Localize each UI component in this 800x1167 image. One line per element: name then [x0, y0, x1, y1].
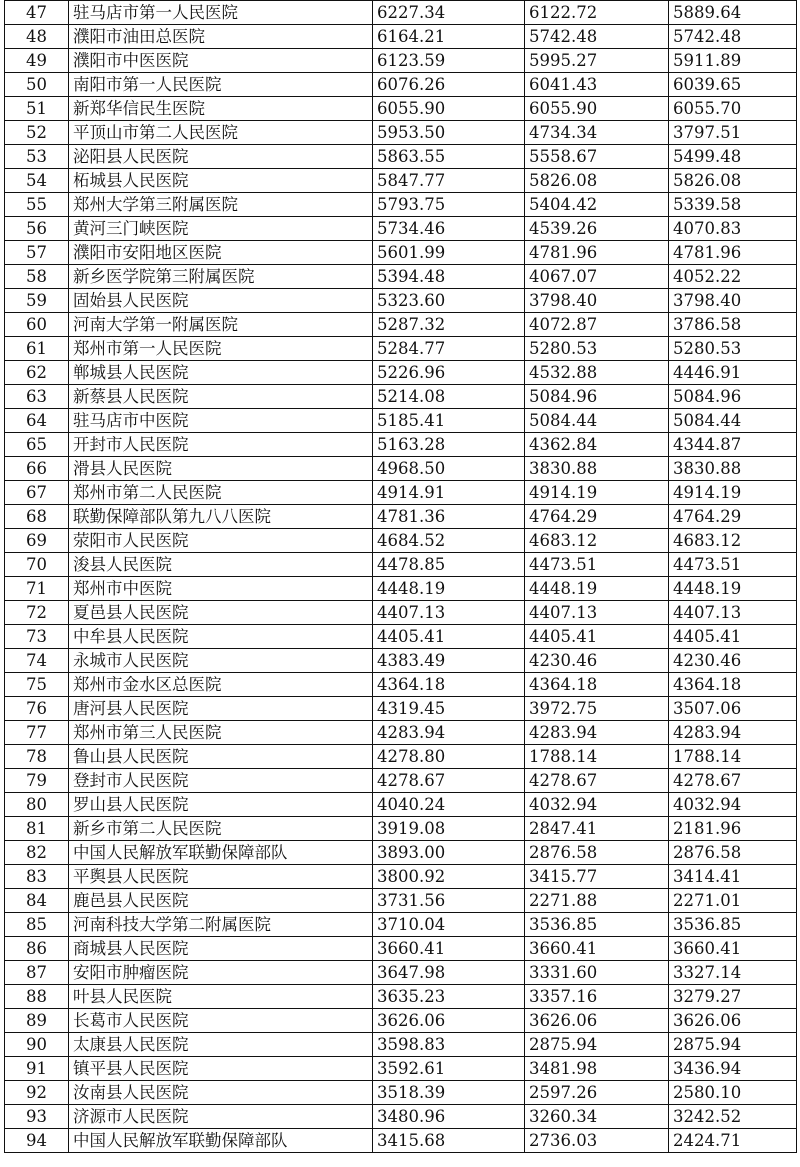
hospital-name: 登封市人民医院: [69, 769, 373, 793]
value-col-2: 3536.85: [525, 913, 669, 937]
table-row: [5, 1105, 797, 1129]
value-col-2: 4683.12: [525, 529, 669, 553]
row-number: 85: [5, 913, 69, 937]
table-row: [5, 73, 797, 97]
value-col-2: 4734.34: [525, 121, 669, 145]
table-row: [5, 865, 797, 889]
table-row: [5, 193, 797, 217]
value-col-2: 4473.51: [525, 553, 669, 577]
value-col-2: 6041.43: [525, 73, 669, 97]
value-col-2: 4283.94: [525, 721, 669, 745]
table-row: [5, 1033, 797, 1057]
value-col-2: 4032.94: [525, 793, 669, 817]
hospital-name: 濮阳市油田总医院: [69, 25, 373, 49]
value-col-3: 4032.94: [669, 793, 797, 817]
table-row: [5, 745, 797, 769]
row-number: 47: [5, 1, 69, 25]
table-row: [5, 1, 797, 25]
value-col-3: 3436.94: [669, 1057, 797, 1081]
value-col-2: 4407.13: [525, 601, 669, 625]
value-col-3: 2181.96: [669, 817, 797, 841]
value-col-3: 3507.06: [669, 697, 797, 721]
document-page: [4, 0, 796, 1153]
table-row: [5, 121, 797, 145]
table-row: [5, 529, 797, 553]
value-col-1: 3480.96: [373, 1105, 525, 1129]
value-col-2: 2271.88: [525, 889, 669, 913]
hospital-name: 新乡市第二人民医院: [69, 817, 373, 841]
value-col-3: 4407.13: [669, 601, 797, 625]
value-col-2: 4914.19: [525, 481, 669, 505]
table-row: [5, 433, 797, 457]
hospital-name: 郸城县人民医院: [69, 361, 373, 385]
table-row: [5, 25, 797, 49]
value-col-2: 3830.88: [525, 457, 669, 481]
row-number: 70: [5, 553, 69, 577]
value-col-1: 3660.41: [373, 937, 525, 961]
value-col-3: 3626.06: [669, 1009, 797, 1033]
table-row: [5, 697, 797, 721]
value-col-2: 4405.41: [525, 625, 669, 649]
table-row: [5, 553, 797, 577]
value-col-1: 6123.59: [373, 49, 525, 73]
value-col-2: 5084.96: [525, 385, 669, 409]
table-row: [5, 673, 797, 697]
value-col-2: 3357.16: [525, 985, 669, 1009]
value-col-3: 3536.85: [669, 913, 797, 937]
value-col-3: 4052.22: [669, 265, 797, 289]
table-row: [5, 97, 797, 121]
value-col-1: 3731.56: [373, 889, 525, 913]
value-col-2: 4364.18: [525, 673, 669, 697]
value-col-2: 3660.41: [525, 937, 669, 961]
value-col-2: 3798.40: [525, 289, 669, 313]
value-col-3: 2271.01: [669, 889, 797, 913]
value-col-3: 5084.96: [669, 385, 797, 409]
row-number: 86: [5, 937, 69, 961]
value-col-1: 3635.23: [373, 985, 525, 1009]
hospital-name: 南阳市第一人民医院: [69, 73, 373, 97]
row-number: 59: [5, 289, 69, 313]
value-col-3: 1788.14: [669, 745, 797, 769]
value-col-1: 3415.68: [373, 1129, 525, 1153]
value-col-2: 5742.48: [525, 25, 669, 49]
value-col-3: 5280.53: [669, 337, 797, 361]
row-number: 89: [5, 1009, 69, 1033]
value-col-1: 4405.41: [373, 625, 525, 649]
row-number: 52: [5, 121, 69, 145]
value-col-2: 5995.27: [525, 49, 669, 73]
hospital-name: 安阳市肿瘤医院: [69, 961, 373, 985]
value-col-1: 3626.06: [373, 1009, 525, 1033]
row-number: 79: [5, 769, 69, 793]
row-number: 80: [5, 793, 69, 817]
table-body: [5, 1, 797, 1153]
row-number: 66: [5, 457, 69, 481]
value-col-1: 5163.28: [373, 433, 525, 457]
value-col-3: 5084.44: [669, 409, 797, 433]
value-col-2: 4764.29: [525, 505, 669, 529]
value-col-2: 2736.03: [525, 1129, 669, 1153]
value-col-3: 4278.67: [669, 769, 797, 793]
hospital-name: 平舆县人民医院: [69, 865, 373, 889]
row-number: 67: [5, 481, 69, 505]
hospital-name: 叶县人民医院: [69, 985, 373, 1009]
hospital-name: 太康县人民医院: [69, 1033, 373, 1057]
hospital-name: 鲁山县人民医院: [69, 745, 373, 769]
value-col-1: 6076.26: [373, 73, 525, 97]
hospital-name: 新蔡县人民医院: [69, 385, 373, 409]
value-col-1: 4407.13: [373, 601, 525, 625]
hospital-ranking-table: [4, 0, 797, 1153]
hospital-name: 浚县人民医院: [69, 553, 373, 577]
row-number: 69: [5, 529, 69, 553]
hospital-name: 濮阳市安阳地区医院: [69, 241, 373, 265]
value-col-3: 4070.83: [669, 217, 797, 241]
value-col-2: 5280.53: [525, 337, 669, 361]
value-col-3: 3786.58: [669, 313, 797, 337]
hospital-name: 河南大学第一附属医院: [69, 313, 373, 337]
hospital-name: 联勤保障部队第九八八医院: [69, 505, 373, 529]
value-col-1: 4968.50: [373, 457, 525, 481]
row-number: 73: [5, 625, 69, 649]
hospital-name: 驻马店市第一人民医院: [69, 1, 373, 25]
value-col-2: 3331.60: [525, 961, 669, 985]
value-col-3: 4283.94: [669, 721, 797, 745]
table-row: [5, 337, 797, 361]
value-col-2: 2597.26: [525, 1081, 669, 1105]
value-col-2: 6055.90: [525, 97, 669, 121]
value-col-2: 4539.26: [525, 217, 669, 241]
value-col-1: 5323.60: [373, 289, 525, 313]
value-col-3: 4230.46: [669, 649, 797, 673]
row-number: 51: [5, 97, 69, 121]
table-row: [5, 361, 797, 385]
hospital-name: 永城市人民医院: [69, 649, 373, 673]
row-number: 65: [5, 433, 69, 457]
hospital-name: 镇平县人民医院: [69, 1057, 373, 1081]
table-row: [5, 241, 797, 265]
row-number: 81: [5, 817, 69, 841]
table-row: [5, 577, 797, 601]
value-col-2: 5084.44: [525, 409, 669, 433]
row-number: 71: [5, 577, 69, 601]
value-col-3: 4405.41: [669, 625, 797, 649]
value-col-2: 4067.07: [525, 265, 669, 289]
value-col-2: 4072.87: [525, 313, 669, 337]
hospital-name: 郑州市第二人民医院: [69, 481, 373, 505]
value-col-1: 4278.80: [373, 745, 525, 769]
value-col-1: 5185.41: [373, 409, 525, 433]
table-row: [5, 505, 797, 529]
row-number: 94: [5, 1129, 69, 1153]
row-number: 84: [5, 889, 69, 913]
hospital-name: 滑县人民医院: [69, 457, 373, 481]
value-col-3: 2875.94: [669, 1033, 797, 1057]
row-number: 74: [5, 649, 69, 673]
row-number: 61: [5, 337, 69, 361]
value-col-2: 4448.19: [525, 577, 669, 601]
table-row: [5, 313, 797, 337]
value-col-1: 6227.34: [373, 1, 525, 25]
hospital-name: 唐河县人民医院: [69, 697, 373, 721]
row-number: 63: [5, 385, 69, 409]
row-number: 56: [5, 217, 69, 241]
row-number: 83: [5, 865, 69, 889]
row-number: 68: [5, 505, 69, 529]
value-col-3: 5339.58: [669, 193, 797, 217]
table-row: [5, 889, 797, 913]
hospital-name: 濮阳市中医医院: [69, 49, 373, 73]
value-col-3: 3279.27: [669, 985, 797, 1009]
row-number: 87: [5, 961, 69, 985]
value-col-3: 2876.58: [669, 841, 797, 865]
row-number: 75: [5, 673, 69, 697]
value-col-3: 3798.40: [669, 289, 797, 313]
hospital-name: 黄河三门峡医院: [69, 217, 373, 241]
value-col-3: 3830.88: [669, 457, 797, 481]
value-col-2: 4230.46: [525, 649, 669, 673]
value-col-2: 1788.14: [525, 745, 669, 769]
value-col-3: 4344.87: [669, 433, 797, 457]
hospital-name: 中国人民解放军联勤保障部队: [69, 1129, 373, 1153]
table-row: [5, 1129, 797, 1153]
table-row: [5, 409, 797, 433]
value-col-3: 5742.48: [669, 25, 797, 49]
value-col-1: 5953.50: [373, 121, 525, 145]
value-col-1: 4364.18: [373, 673, 525, 697]
value-col-1: 5226.96: [373, 361, 525, 385]
value-col-3: 5911.89: [669, 49, 797, 73]
table-row: [5, 841, 797, 865]
table-row: [5, 481, 797, 505]
hospital-name: 柘城县人民医院: [69, 169, 373, 193]
table-row: [5, 649, 797, 673]
row-number: 90: [5, 1033, 69, 1057]
value-col-3: 4473.51: [669, 553, 797, 577]
value-col-2: 4278.67: [525, 769, 669, 793]
hospital-name: 郑州大学第三附属医院: [69, 193, 373, 217]
row-number: 60: [5, 313, 69, 337]
value-col-2: 2875.94: [525, 1033, 669, 1057]
hospital-name: 罗山县人民医院: [69, 793, 373, 817]
value-col-3: 4364.18: [669, 673, 797, 697]
hospital-name: 中牟县人民医院: [69, 625, 373, 649]
row-number: 93: [5, 1105, 69, 1129]
hospital-name: 汝南县人民医院: [69, 1081, 373, 1105]
value-col-3: 5499.48: [669, 145, 797, 169]
row-number: 91: [5, 1057, 69, 1081]
value-col-1: 6055.90: [373, 97, 525, 121]
value-col-1: 4383.49: [373, 649, 525, 673]
value-col-1: 4781.36: [373, 505, 525, 529]
table-row: [5, 1057, 797, 1081]
hospital-name: 驻马店市中医院: [69, 409, 373, 433]
value-col-3: 6039.65: [669, 73, 797, 97]
value-col-1: 3710.04: [373, 913, 525, 937]
table-row: [5, 1009, 797, 1033]
value-col-1: 5394.48: [373, 265, 525, 289]
hospital-name: 济源市人民医院: [69, 1105, 373, 1129]
table-row: [5, 145, 797, 169]
value-col-3: 3414.41: [669, 865, 797, 889]
value-col-3: 4764.29: [669, 505, 797, 529]
table-row: [5, 817, 797, 841]
table-row: [5, 793, 797, 817]
table-row: [5, 49, 797, 73]
table-row: [5, 625, 797, 649]
table-row: [5, 913, 797, 937]
value-col-2: 3972.75: [525, 697, 669, 721]
table-row: [5, 217, 797, 241]
value-col-3: 3797.51: [669, 121, 797, 145]
table-row: [5, 601, 797, 625]
value-col-3: 3660.41: [669, 937, 797, 961]
hospital-name: 鹿邑县人民医院: [69, 889, 373, 913]
value-col-3: 4446.91: [669, 361, 797, 385]
table-row: [5, 169, 797, 193]
value-col-2: 2876.58: [525, 841, 669, 865]
hospital-name: 新郑华信民生医院: [69, 97, 373, 121]
value-col-2: 3415.77: [525, 865, 669, 889]
value-col-1: 4319.45: [373, 697, 525, 721]
hospital-name: 中国人民解放军联勤保障部队: [69, 841, 373, 865]
hospital-name: 河南科技大学第二附属医院: [69, 913, 373, 937]
hospital-name: 固始县人民医院: [69, 289, 373, 313]
value-col-1: 4278.67: [373, 769, 525, 793]
value-col-1: 3800.92: [373, 865, 525, 889]
value-col-2: 3481.98: [525, 1057, 669, 1081]
row-number: 64: [5, 409, 69, 433]
hospital-name: 郑州市第三人民医院: [69, 721, 373, 745]
value-col-3: 2580.10: [669, 1081, 797, 1105]
hospital-name: 新乡医学院第三附属医院: [69, 265, 373, 289]
value-col-2: 5826.08: [525, 169, 669, 193]
value-col-3: 6055.70: [669, 97, 797, 121]
row-number: 58: [5, 265, 69, 289]
value-col-2: 5404.42: [525, 193, 669, 217]
value-col-3: 4448.19: [669, 577, 797, 601]
table-row: [5, 1081, 797, 1105]
value-col-2: 4532.88: [525, 361, 669, 385]
row-number: 88: [5, 985, 69, 1009]
value-col-2: 6122.72: [525, 1, 669, 25]
row-number: 72: [5, 601, 69, 625]
value-col-1: 4684.52: [373, 529, 525, 553]
value-col-3: 2424.71: [669, 1129, 797, 1153]
value-col-1: 4040.24: [373, 793, 525, 817]
value-col-1: 4283.94: [373, 721, 525, 745]
table-row: [5, 721, 797, 745]
table-row: [5, 985, 797, 1009]
row-number: 50: [5, 73, 69, 97]
row-number: 57: [5, 241, 69, 265]
row-number: 55: [5, 193, 69, 217]
value-col-1: 5601.99: [373, 241, 525, 265]
row-number: 82: [5, 841, 69, 865]
value-col-3: 5889.64: [669, 1, 797, 25]
hospital-name: 郑州市金水区总医院: [69, 673, 373, 697]
value-col-1: 3598.83: [373, 1033, 525, 1057]
table-row: [5, 769, 797, 793]
value-col-3: 5826.08: [669, 169, 797, 193]
row-number: 53: [5, 145, 69, 169]
row-number: 48: [5, 25, 69, 49]
hospital-name: 郑州市中医院: [69, 577, 373, 601]
value-col-3: 4683.12: [669, 529, 797, 553]
hospital-name: 泌阳县人民医院: [69, 145, 373, 169]
value-col-3: 3242.52: [669, 1105, 797, 1129]
row-number: 62: [5, 361, 69, 385]
hospital-name: 荥阳市人民医院: [69, 529, 373, 553]
value-col-1: 5793.75: [373, 193, 525, 217]
value-col-1: 5847.77: [373, 169, 525, 193]
value-col-1: 3518.39: [373, 1081, 525, 1105]
table-row: [5, 961, 797, 985]
value-col-1: 4478.85: [373, 553, 525, 577]
value-col-2: 4781.96: [525, 241, 669, 265]
value-col-1: 4914.91: [373, 481, 525, 505]
value-col-1: 6164.21: [373, 25, 525, 49]
table-row: [5, 385, 797, 409]
hospital-name: 开封市人民医院: [69, 433, 373, 457]
value-col-1: 5863.55: [373, 145, 525, 169]
value-col-1: 3647.98: [373, 961, 525, 985]
value-col-2: 2847.41: [525, 817, 669, 841]
value-col-2: 3626.06: [525, 1009, 669, 1033]
value-col-3: 4914.19: [669, 481, 797, 505]
row-number: 76: [5, 697, 69, 721]
value-col-1: 3919.08: [373, 817, 525, 841]
row-number: 54: [5, 169, 69, 193]
hospital-name: 郑州市第一人民医院: [69, 337, 373, 361]
table-row: [5, 457, 797, 481]
value-col-1: 5734.46: [373, 217, 525, 241]
row-number: 78: [5, 745, 69, 769]
hospital-name: 夏邑县人民医院: [69, 601, 373, 625]
value-col-1: 5287.32: [373, 313, 525, 337]
value-col-2: 3260.34: [525, 1105, 669, 1129]
table-row: [5, 265, 797, 289]
value-col-1: 3592.61: [373, 1057, 525, 1081]
value-col-1: 4448.19: [373, 577, 525, 601]
value-col-2: 4362.84: [525, 433, 669, 457]
row-number: 49: [5, 49, 69, 73]
value-col-1: 5214.08: [373, 385, 525, 409]
hospital-name: 平顶山市第二人民医院: [69, 121, 373, 145]
value-col-1: 3893.00: [373, 841, 525, 865]
row-number: 77: [5, 721, 69, 745]
value-col-2: 5558.67: [525, 145, 669, 169]
hospital-name: 商城县人民医院: [69, 937, 373, 961]
value-col-3: 3327.14: [669, 961, 797, 985]
row-number: 92: [5, 1081, 69, 1105]
table-row: [5, 289, 797, 313]
table-row: [5, 937, 797, 961]
value-col-1: 5284.77: [373, 337, 525, 361]
hospital-name: 长葛市人民医院: [69, 1009, 373, 1033]
value-col-3: 4781.96: [669, 241, 797, 265]
